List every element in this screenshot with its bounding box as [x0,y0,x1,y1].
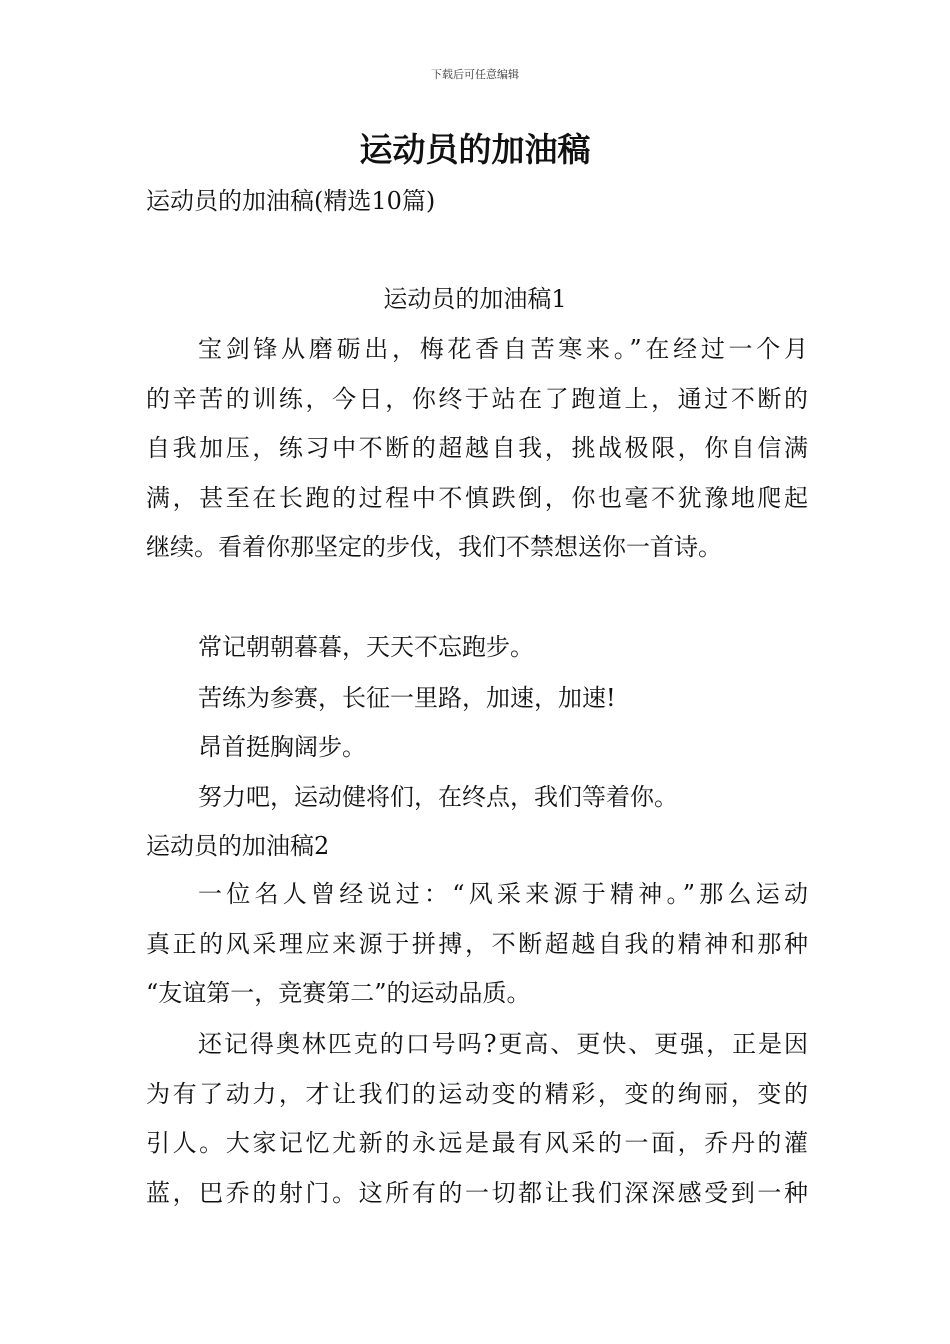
section-2-paragraph-1 [146,870,808,1019]
paragraph-line: 为有了动力，才让我们的运动变的精彩，变的绚丽，变的 [146,1079,808,1108]
paragraph-line: 一位名人曾经说过：“风采来源于精神。”那么运动 [198,880,808,908]
paragraph-line: 的辛苦的训练，今日，你终于站在了跑道上，通过不断的 [146,384,808,413]
paragraph-line: 自我加压，练习中不断的超越自我，挑战极限，你自信满 [146,434,808,462]
document-subtitle: 运动员的加油稿(精选10篇) [146,187,436,215]
section-2-heading: 运动员的加油稿2 [146,832,330,860]
document-title: 运动员的加油稿 [359,130,591,169]
poem-line-1: 常记朝朝暮暮，天天不忘跑步。 [198,633,534,661]
section-1-heading: 运动员的加油稿1 [383,285,567,313]
section-1-paragraph-1 [146,325,808,573]
section-2-paragraph-2 [146,1020,808,1218]
poem-line-2: 苦练为参赛，长征一里路，加速，加速! [198,684,616,712]
paragraph-line: 还记得奥林匹克的口号吗?更高、更快、更强，正是因 [198,1030,808,1058]
header-note: 下载后可任意编辑 [431,68,519,81]
paragraph-line: 宝剑锋从磨砺出，梅花香自苦寒来。”在经过一个月 [198,335,808,363]
paragraph-line: 引人。大家记忆尤新的永远是最有风采的一面，乔丹的灌 [146,1129,808,1157]
paragraph-line: 蓝，巴乔的射门。这所有的一切都让我们深深感受到一种 [146,1178,808,1207]
paragraph-line: 满，甚至在长跑的过程中不慎跌倒，你也毫不犹豫地爬起 [146,483,808,512]
paragraph-line: 继续。看着你那坚定的步伐，我们不禁想送你一首诗。 [146,533,722,561]
paragraph-line: “友谊第一，竞赛第二”的运动品质。 [146,979,531,1007]
paragraph-line: 真正的风采理应来源于拼搏，不断超越自我的精神和那种 [146,929,808,958]
poem-line-4: 努力吧，运动健将们，在终点，我们等着你。 [198,783,678,811]
poem-line-3: 昂首挺胸阔步。 [198,733,366,761]
